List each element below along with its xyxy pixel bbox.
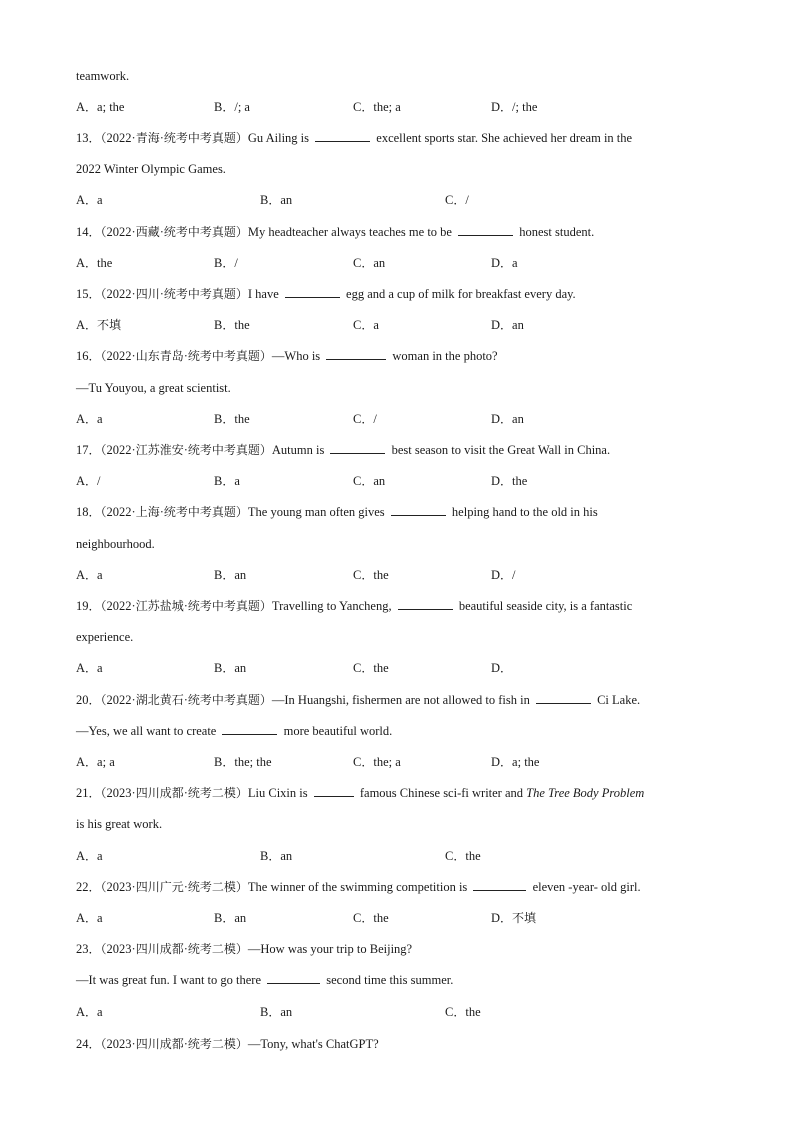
answer-option: A．a: [76, 1005, 103, 1019]
book-title: The Tree Body Problem: [526, 786, 645, 800]
question-text: honest student.: [516, 225, 595, 239]
answer-option: A．a: [76, 412, 103, 426]
question-line: [76, 224, 734, 240]
answer-option: A．a: [76, 911, 103, 925]
answer-option: D．an: [491, 318, 524, 332]
fill-in-blank: [267, 972, 320, 984]
answer-option: A．the: [76, 256, 113, 270]
text-line: 23．（2023·四川成都·统考二模）—How was your trip to Beijing?: [76, 942, 413, 956]
question-text: 19．（2022·江苏盐城·统考中考真题）Travelling to Yancheng,: [76, 599, 395, 613]
answer-option: B．an: [260, 1005, 293, 1019]
answer-option: D．an: [491, 412, 524, 426]
fill-in-blank: [285, 286, 340, 298]
question-text: 18．（2022·上海·统考中考真题）The young man often gives: [76, 505, 388, 519]
question-text: 17．（2022·江苏淮安·统考中考真题）Autumn is: [76, 443, 328, 457]
fill-in-blank: [473, 879, 526, 891]
fill-in-blank: [326, 348, 386, 360]
fill-in-blank: [458, 224, 513, 236]
text-line: 2022 Winter Olympic Games.: [76, 162, 226, 176]
question-text: eleven -year- old girl.: [529, 880, 641, 894]
answer-option: C．the; a: [353, 755, 401, 769]
answer-option: D．a; the: [491, 755, 540, 769]
text-line: experience.: [76, 630, 134, 644]
fill-in-blank: [222, 723, 277, 735]
question-text: best season to visit the Great Wall in China.: [388, 443, 611, 457]
answer-option: A．a: [76, 661, 103, 675]
answer-option: C．an: [353, 474, 386, 488]
question-text: woman in the photo?: [389, 349, 498, 363]
answer-option: C．the: [445, 1005, 481, 1019]
question-line: [76, 972, 734, 988]
question-line: [76, 348, 734, 364]
answer-option: A．a: [76, 193, 103, 207]
answer-option: D．the: [491, 474, 528, 488]
answer-option: B．/: [214, 256, 238, 270]
question-text: 22．（2023·四川广元·统考二模）The winner of the swimming competition is: [76, 880, 471, 894]
answer-option: A．a; the: [76, 100, 125, 114]
question-line: [76, 504, 734, 520]
fill-in-blank: [398, 598, 453, 610]
question-text: excellent sports star. She achieved her dream in the: [373, 131, 633, 145]
question-line: [76, 286, 734, 302]
text-line: 24．（2023·四川成都·统考二模）—Tony, what's ChatGPT?: [76, 1037, 379, 1051]
answer-option: A．/: [76, 474, 101, 488]
question-line: [76, 598, 734, 614]
answer-option: A．a; a: [76, 755, 115, 769]
question-line: [76, 723, 734, 739]
answer-option: B．an: [214, 568, 247, 582]
question-text: second time this summer.: [323, 973, 454, 987]
fill-in-blank: [391, 504, 446, 516]
question-text: egg and a cup of milk for breakfast every day.: [342, 287, 576, 301]
answer-option: A．a: [76, 849, 103, 863]
answer-option: C．/: [445, 193, 469, 207]
answer-option: B．the: [214, 412, 250, 426]
question-text: 15．（2022·四川·统考中考真题）I have: [76, 287, 282, 301]
question-text: —It was great fun. I want to go there: [76, 973, 265, 987]
fill-in-blank: [330, 442, 385, 454]
answer-option: C．an: [353, 256, 386, 270]
question-text: 20．（2022·湖北黄石·统考中考真题）—In Huangshi, fishermen are not allowed to fish in: [76, 693, 533, 707]
answer-option: B．the; the: [214, 755, 272, 769]
question-text: Ci Lake.: [593, 693, 641, 707]
question-text: more beautiful world.: [280, 724, 393, 738]
answer-option: B．/; a: [214, 100, 250, 114]
question-line: [76, 442, 734, 458]
text-line: —Tu Youyou, a great scientist.: [76, 381, 231, 395]
answer-option: B．the: [214, 318, 250, 332]
question-text: beautiful seaside city, is a fantastic: [455, 599, 633, 613]
answer-option: C．/: [353, 412, 377, 426]
text-line: neighbourhood.: [76, 537, 155, 551]
question-text: 16．（2022·山东青岛·统考中考真题）—Who is: [76, 349, 324, 363]
question-line: [76, 130, 734, 146]
answer-option: D．a: [491, 256, 518, 270]
question-line: [76, 785, 734, 801]
fill-in-blank: [536, 692, 591, 704]
question-text: helping hand to the old in his: [448, 505, 598, 519]
answer-option: D．/: [491, 568, 516, 582]
answer-option: B．a: [214, 474, 240, 488]
question-line: [76, 692, 734, 708]
question-text: 21．（2023·四川成都·统考二模）Liu Cixin is: [76, 786, 311, 800]
answer-option: C．the; a: [353, 100, 401, 114]
answer-option: D．/; the: [491, 100, 538, 114]
question-text: 14．（2022·西藏·统考中考真题）My headteacher always teaches me to be: [76, 225, 456, 239]
answer-option: C．the: [353, 911, 389, 925]
fill-in-blank: [315, 130, 370, 142]
fill-in-blank: [314, 785, 354, 797]
answer-option: B．an: [214, 911, 247, 925]
question-text: famous Chinese sci-fi writer and: [356, 786, 527, 800]
answer-option: B．an: [214, 661, 247, 675]
answer-option: C．the: [445, 849, 481, 863]
question-line: [76, 879, 734, 895]
answer-option: B．an: [260, 849, 293, 863]
answer-option: D．不填: [491, 911, 537, 925]
question-text: —Yes, we all want to create: [76, 724, 220, 738]
question-text: 13．（2022·青海·统考中考真题）Gu Ailing is: [76, 131, 313, 145]
text-line: is his great work.: [76, 817, 163, 831]
text-line: teamwork.: [76, 69, 130, 83]
answer-option: C．the: [353, 568, 389, 582]
answer-option: D．: [491, 661, 513, 675]
answer-option: C．a: [353, 318, 379, 332]
answer-option: C．the: [353, 661, 389, 675]
answer-option: B．an: [260, 193, 293, 207]
answer-option: A．a: [76, 568, 103, 582]
answer-option: A．不填: [76, 318, 122, 332]
